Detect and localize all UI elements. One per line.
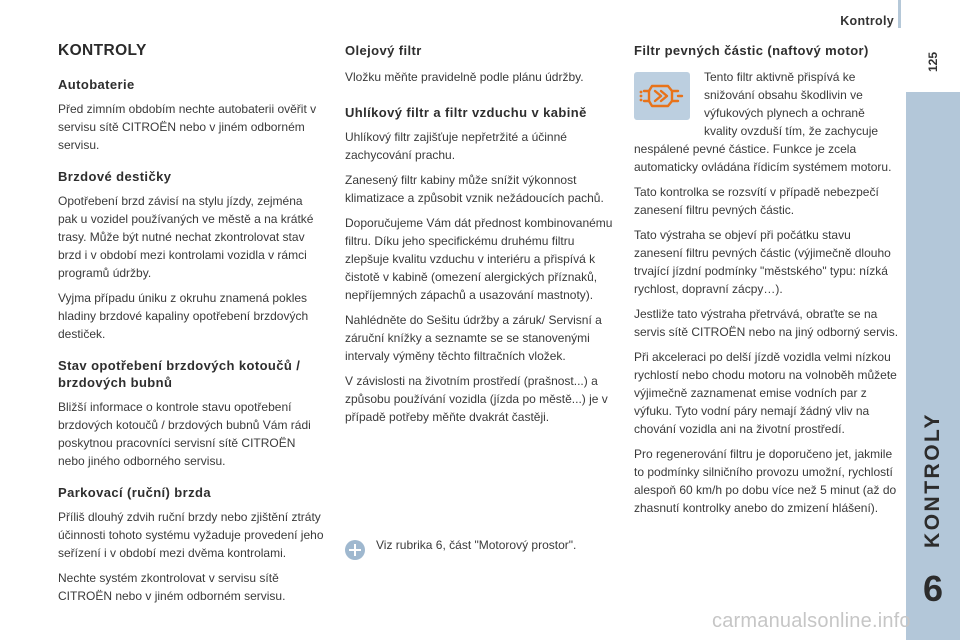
paragraph: Zanesený filtr kabiny může snížit výkonnost klimatizace a způsobit vznik nežádoucích pachů. xyxy=(345,173,604,205)
watermark: carmanualsonline.info xyxy=(712,610,911,632)
column-left xyxy=(58,40,324,619)
paragraph: Tato kontrolka se rozsvítí v případě nebezpečí zanesení filtru pevných částic. xyxy=(634,185,879,217)
paragraph: Uhlíkový filtr zajišťuje nepřetržité a účinné zachycování prachu. xyxy=(345,130,567,162)
section-particle-filter xyxy=(634,68,900,517)
section-heading: Brzdové destičky xyxy=(58,169,172,184)
section-heading: Olejový filtr xyxy=(345,43,422,58)
paragraph: Nahlédněte do Sešitu údržby a záruk/ Servisní a záruční knížky a seznamte se se stanovenými intervaly výměny těchto filtračních vložek. xyxy=(345,313,602,363)
section-heading: Uhlíkový filtr a filtr vzduchu v kabině xyxy=(345,105,587,120)
paragraph: Doporučujeme Vám dát přednost kombinovanému filtru. Díku jeho specifickému druhému filtru zlepšuje kvalitu vzduchu v interiéru a přispívá k čistotě v kabině (omezení alergických příznaků, nepříjemných zápachů a usazování mastnoty). xyxy=(345,216,613,302)
paragraph: Příliš dlouhý zdvih ruční brzdy nebo zjištění ztráty účinnosti tohoto systému vyžaduje provedení jeho seřízení i v období mezi dvěma kontrolami. xyxy=(58,510,324,560)
paragraph: Nechte systém zkontrolovat v servisu sítě CITROËN nebo v jiném odborném servisu. xyxy=(58,571,286,603)
paragraph: Opotřebení brzd závisí na stylu jízdy, zejména pak u vozidel používaných ve městě a na krátké trasy. Může být nutné nechat zkontrolovat stav brzd i v období mezi kontrolami vozidla v rámci programů údržby. xyxy=(58,194,314,280)
section-heading: Autobaterie xyxy=(58,77,135,92)
page-title: KONTROLY xyxy=(58,42,147,59)
section-heading: Filtr pevných částic (naftový motor) xyxy=(634,43,869,58)
chapter-number: 6 xyxy=(922,568,944,609)
particle-filter-warning-icon xyxy=(634,72,690,120)
paragraph: V závislosti na životním prostředí (prašnost...) a způsobu používání vozidla (jízda po městě...) je v případě potřeby měňte dvakrát častěji. xyxy=(345,374,608,424)
section-brake-pads xyxy=(58,168,324,343)
paragraph: Jestliže tato výstraha přetrvává, obraťte se na servis sítě CITROËN nebo na jiný odborný servis. xyxy=(634,307,899,339)
paragraph: Pro regenerování filtru je doporučeno jet, jakmile to podmínky silničního provozu umožní, rychlostí alespoň 60 km/h po dobu více než 5 minut (až do zhasnutí kontrolky anebo do zmizení hlášení). xyxy=(634,447,897,515)
paragraph: Před zimním obdobím nechte autobaterii ověřit v servisu sítě CITROËN nebo v jiném odborném servisu. xyxy=(58,102,317,152)
section-heading: Parkovací (ruční) brzda xyxy=(58,485,211,500)
info-note xyxy=(345,536,615,554)
paragraph: Bližší informace o kontrole stavu opotřebení brzdových kotoučů / brzdových bubnů Vám rádi poskytnou pracovníci servisní sítě CITROËN nebo jiného odborného servisu. xyxy=(58,400,311,468)
page-header-title: Kontroly xyxy=(840,14,894,28)
header-divider xyxy=(898,0,901,28)
page-number: 125 xyxy=(926,51,940,73)
section-cabin-filter xyxy=(345,104,615,426)
paragraph: Při akceleraci po delší jízdě vozidla velmi nízkou rychlostí nebo chodu motoru na volnoběh můžete výjimečně zaznamenat emise vodních par z výfuku. Tyto vodní páry nemají žádný vliv na chování vozidla ani na životní prostředí. xyxy=(634,350,897,436)
paragraph: Vyjma případu úniku z okruhu znamená pokles hladiny brzdové kapaliny opotřebení brzdových destiček. xyxy=(58,291,309,341)
chapter-side-label: KONTROLY xyxy=(921,412,944,548)
column-right xyxy=(634,40,900,524)
section-parking-brake xyxy=(58,484,324,605)
paragraph: Tato výstraha se objeví při počátku stavu zanesení filtru pevných částic (výjimečně dlouho trvající jízdní podmínky "městského" typu: nízká rychlost, dopravní zácpy…). xyxy=(634,228,891,296)
section-brake-discs xyxy=(58,357,324,470)
section-oil-filter xyxy=(345,42,615,86)
section-heading: Stav opotřebení brzdových kotoučů / brzdových bubnů xyxy=(58,358,301,390)
column-middle xyxy=(345,40,615,440)
paragraph: Vložku měňte pravidelně podle plánu údržby. xyxy=(345,70,584,84)
paragraph: Tento filtr aktivně přispívá ke snižování obsahu škodlivin ve výfukových plynech a ochraně kvality ovzduší tím, že zachycuje nespálené pevné částice. Funkce je zcela automaticky ovládána řídicím systémem motoru. xyxy=(634,70,892,174)
info-note-text: Viz rubrika 6, část "Motorový prostor". xyxy=(376,538,577,552)
plus-info-icon xyxy=(345,540,365,560)
section-battery xyxy=(58,76,324,154)
